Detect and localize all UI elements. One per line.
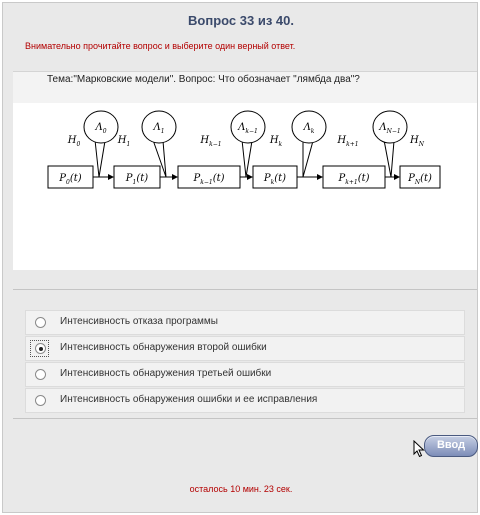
answer-option-2[interactable] <box>25 336 465 361</box>
answer-label: Интенсивность отказа программы <box>60 316 218 327</box>
balloon-pointer <box>303 140 313 177</box>
test-panel <box>2 2 478 513</box>
answer-label: Интенсивность обнаружения второй ошибки <box>60 342 267 353</box>
rate-label: $\Lambda_0$ <box>95 122 107 135</box>
hazard-label: $H_N$ <box>410 135 424 148</box>
enter-button[interactable]: Ввод <box>424 435 478 457</box>
answer-options <box>25 310 465 414</box>
hazard-label: $H_{k-1}$ <box>200 135 222 148</box>
mouse-cursor-icon <box>413 440 425 458</box>
markov-diagram <box>13 103 477 270</box>
radio-button[interactable] <box>35 395 46 406</box>
answer-label: Интенсивность обнаружения ошибки и ее исправления <box>60 394 318 405</box>
answer-option-3[interactable] <box>25 362 465 387</box>
answer-option-1[interactable] <box>25 310 465 335</box>
instruction-text: Внимательно прочитайте вопрос и выберите один верный ответ. <box>25 41 296 51</box>
arrow-head <box>108 174 114 180</box>
state-label: $P_{k-1}(t)$ <box>193 173 225 186</box>
arrow-head <box>317 174 323 180</box>
rate-label: $\Lambda_1$ <box>153 122 165 135</box>
question-bar <box>13 71 477 103</box>
question-text: Тема:"Марковские модели". Вопрос: Что обозначает "лямбда два"? <box>47 74 360 85</box>
arrow-head <box>394 174 400 180</box>
divider <box>13 289 477 290</box>
answer-option-4[interactable] <box>25 388 465 413</box>
state-label: $P_1(t)$ <box>125 173 149 186</box>
rate-label: $\Lambda_k$ <box>303 122 315 135</box>
state-label: $P_{k+1}(t)$ <box>338 173 370 186</box>
state-label: $P_k(t)$ <box>263 173 287 186</box>
question-counter: Вопрос 33 из 40. <box>188 13 294 28</box>
divider <box>13 418 477 419</box>
hazard-label: $H_1$ <box>117 135 131 148</box>
rate-balloon <box>373 111 407 143</box>
time-remaining: осталось 10 мин. 23 сек. <box>189 484 293 494</box>
hazard-label: $H_{k+1}$ <box>337 135 359 148</box>
rate-balloon <box>231 111 265 143</box>
hazard-label: $H_0$ <box>67 135 81 148</box>
balloon-pointer <box>242 140 252 177</box>
arrow-head <box>247 174 253 180</box>
state-label: $P_0(t)$ <box>59 173 82 186</box>
answer-label: Интенсивность обнаружения третьей ошибки <box>60 368 272 379</box>
rate-label: $\Lambda_{k-1}$ <box>238 122 258 135</box>
radio-button-checked[interactable] <box>35 343 46 354</box>
balloon-pointer <box>95 140 105 177</box>
radio-button[interactable] <box>35 369 46 380</box>
arrow-head <box>172 174 178 180</box>
state-label: $P_N(t)$ <box>408 173 432 186</box>
markov-chain-svg <box>13 103 477 270</box>
hazard-label: $H_k$ <box>269 135 283 148</box>
radio-button[interactable] <box>35 317 46 328</box>
rate-label: $\Lambda_{N-1}$ <box>379 122 401 135</box>
